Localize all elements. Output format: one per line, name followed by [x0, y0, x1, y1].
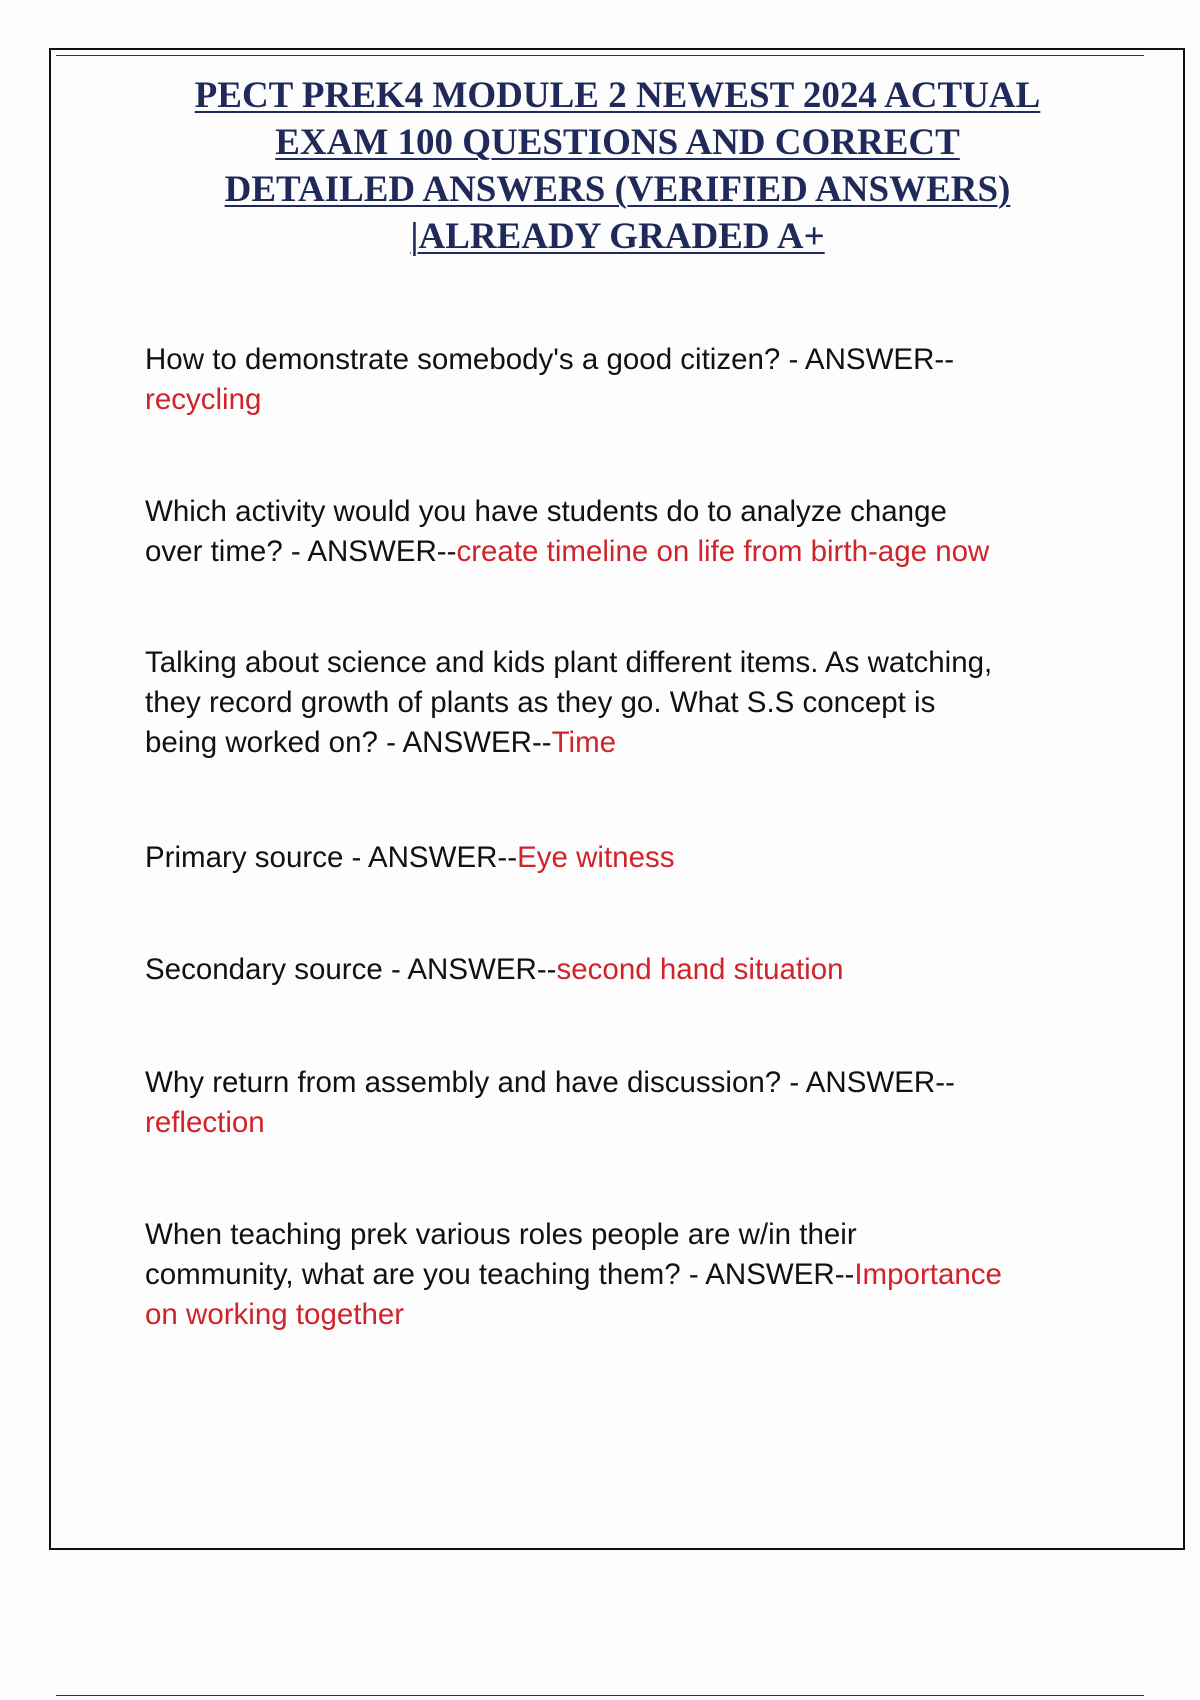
- title-line-2: EXAM 100 QUESTIONS AND CORRECT: [275, 122, 960, 163]
- answer-text: Time: [551, 726, 617, 759]
- bottom-rule: [56, 1695, 1144, 1696]
- title-line-4: |ALREADY GRADED A+: [410, 216, 825, 257]
- answer-marker: - ANSWER--: [282, 535, 457, 568]
- qa-item: [145, 950, 1125, 990]
- answer-marker: - ANSWER--: [343, 841, 518, 874]
- answer-marker: - ANSWER--: [781, 1066, 955, 1099]
- question-text: When teaching prek various roles people are w/in their community, what are you teaching them?: [145, 1218, 857, 1291]
- question-text: Talking about science and kids plant different items. As watching, they record growth of plants as they go. What S.S concept is being worked on?: [145, 646, 993, 759]
- document-title: [120, 72, 1115, 260]
- question-text: How to demonstrate somebody's a good citizen?: [145, 343, 781, 376]
- qa-item: [145, 838, 1125, 878]
- answer-text: second hand situation: [556, 953, 844, 986]
- qa-item: [145, 1215, 1125, 1335]
- answer-marker: - ANSWER--: [377, 726, 552, 759]
- answer-text: Eye witness: [517, 841, 675, 874]
- qa-item: [145, 340, 1125, 420]
- top-rule: [56, 55, 1144, 56]
- qa-item: [145, 1063, 1125, 1143]
- question-text: Why return from assembly and have discussion?: [145, 1066, 782, 1099]
- answer-text: Importance on working together: [145, 1258, 1002, 1331]
- qa-item: [145, 492, 1125, 572]
- title-line-3: DETAILED ANSWERS (VERIFIED ANSWERS): [224, 169, 1011, 210]
- answer-text: reflection: [145, 1106, 265, 1139]
- question-text: Secondary source: [145, 953, 383, 986]
- answer-marker: - ANSWER--: [680, 1258, 855, 1291]
- answer-text: recycling: [145, 383, 262, 416]
- answer-marker: - ANSWER--: [780, 343, 955, 376]
- answer-text: create timeline on life from birth-age now: [456, 535, 990, 568]
- answer-marker: - ANSWER--: [382, 953, 557, 986]
- title-line-1: PECT PREK4 MODULE 2 NEWEST 2024 ACTUAL: [194, 75, 1041, 116]
- question-text: Which activity would you have students do to analyze change over time?: [145, 495, 947, 568]
- question-text: Primary source: [145, 841, 344, 874]
- qa-item: [145, 643, 1125, 763]
